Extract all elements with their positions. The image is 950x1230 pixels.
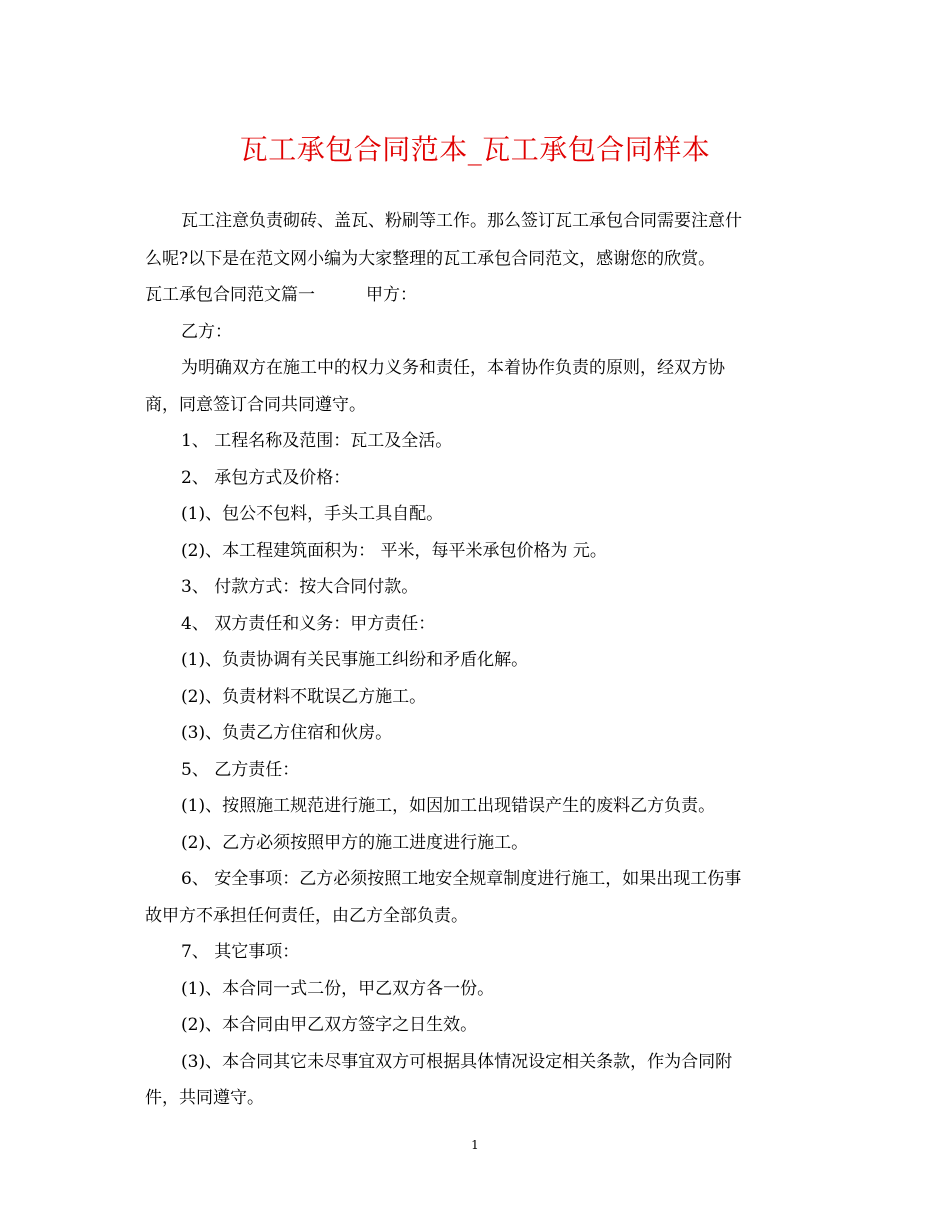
clause-5-1: (1)、按照施工规范进行施工，如因加工出现错误产生的废料乙方负责。 (181, 796, 716, 816)
clause-3: 3、 付款方式：按大合同付款。 (181, 577, 419, 597)
clause-7: 7、 其它事项： (181, 942, 300, 962)
clause-4-1: (1)、负责协调有关民事施工纠纷和矛盾化解。 (181, 650, 529, 670)
clause-4: 4、 双方责任和义务：甲方责任： (181, 614, 436, 634)
clause-6-line-2: 故甲方不承担任何责任，由乙方全部负责。 (145, 906, 468, 926)
preamble-line-2: 商，同意签订合同共同遵守。 (145, 395, 366, 415)
document-title: 瓦工承包合同范本_瓦工承包合同样本 (239, 133, 711, 166)
clause-5-2: (2)、乙方必须按照甲方的施工进度进行施工。 (181, 833, 529, 853)
preamble-line-1: 为明确双方在施工中的权力义务和责任，本着协作负责的原则，经双方协 (181, 358, 725, 378)
clause-7-3-line-2: 件，共同遵守。 (145, 1088, 264, 1108)
page-number: 1 (471, 1138, 479, 1152)
clause-2-1: (1)、包公不包料，手头工具自配。 (181, 504, 444, 524)
clause-2: 2、 承包方式及价格： (181, 468, 351, 488)
section-heading: 瓦工承包合同范文篇一 甲方： (145, 285, 417, 305)
clause-4-3: (3)、负责乙方住宿和伙房。 (181, 723, 393, 743)
clause-6-line-1: 6、 安全事项：乙方必须按照工地安全规章制度进行施工，如果出现工伤事 (181, 869, 742, 889)
clause-7-1: (1)、本合同一式二份，甲乙双方各一份。 (181, 979, 495, 999)
intro-line-2: 么呢?以下是在范文网小编为大家整理的瓦工承包合同范文，感谢您的欣赏。 (145, 249, 716, 269)
clause-1: 1、 工程名称及范围：瓦工及全活。 (181, 431, 453, 451)
clause-7-3-line-1: (3)、本合同其它未尽事宜双方可根据具体情况设定相关条款，作为合同附 (181, 1052, 733, 1072)
clause-5: 5、 乙方责任： (181, 760, 300, 780)
clause-4-2: (2)、负责材料不耽误乙方施工。 (181, 687, 427, 707)
clause-2-2: (2)、本工程建筑面积为： 平米，每平米承包价格为 元。 (181, 541, 607, 561)
party-b-label: 乙方： (181, 322, 232, 342)
intro-line-1: 瓦工注意负责砌砖、盖瓦、粉刷等工作。那么签订瓦工承包合同需要注意什 (181, 211, 742, 231)
clause-7-2: (2)、本合同由甲乙双方签字之日生效。 (181, 1015, 478, 1035)
